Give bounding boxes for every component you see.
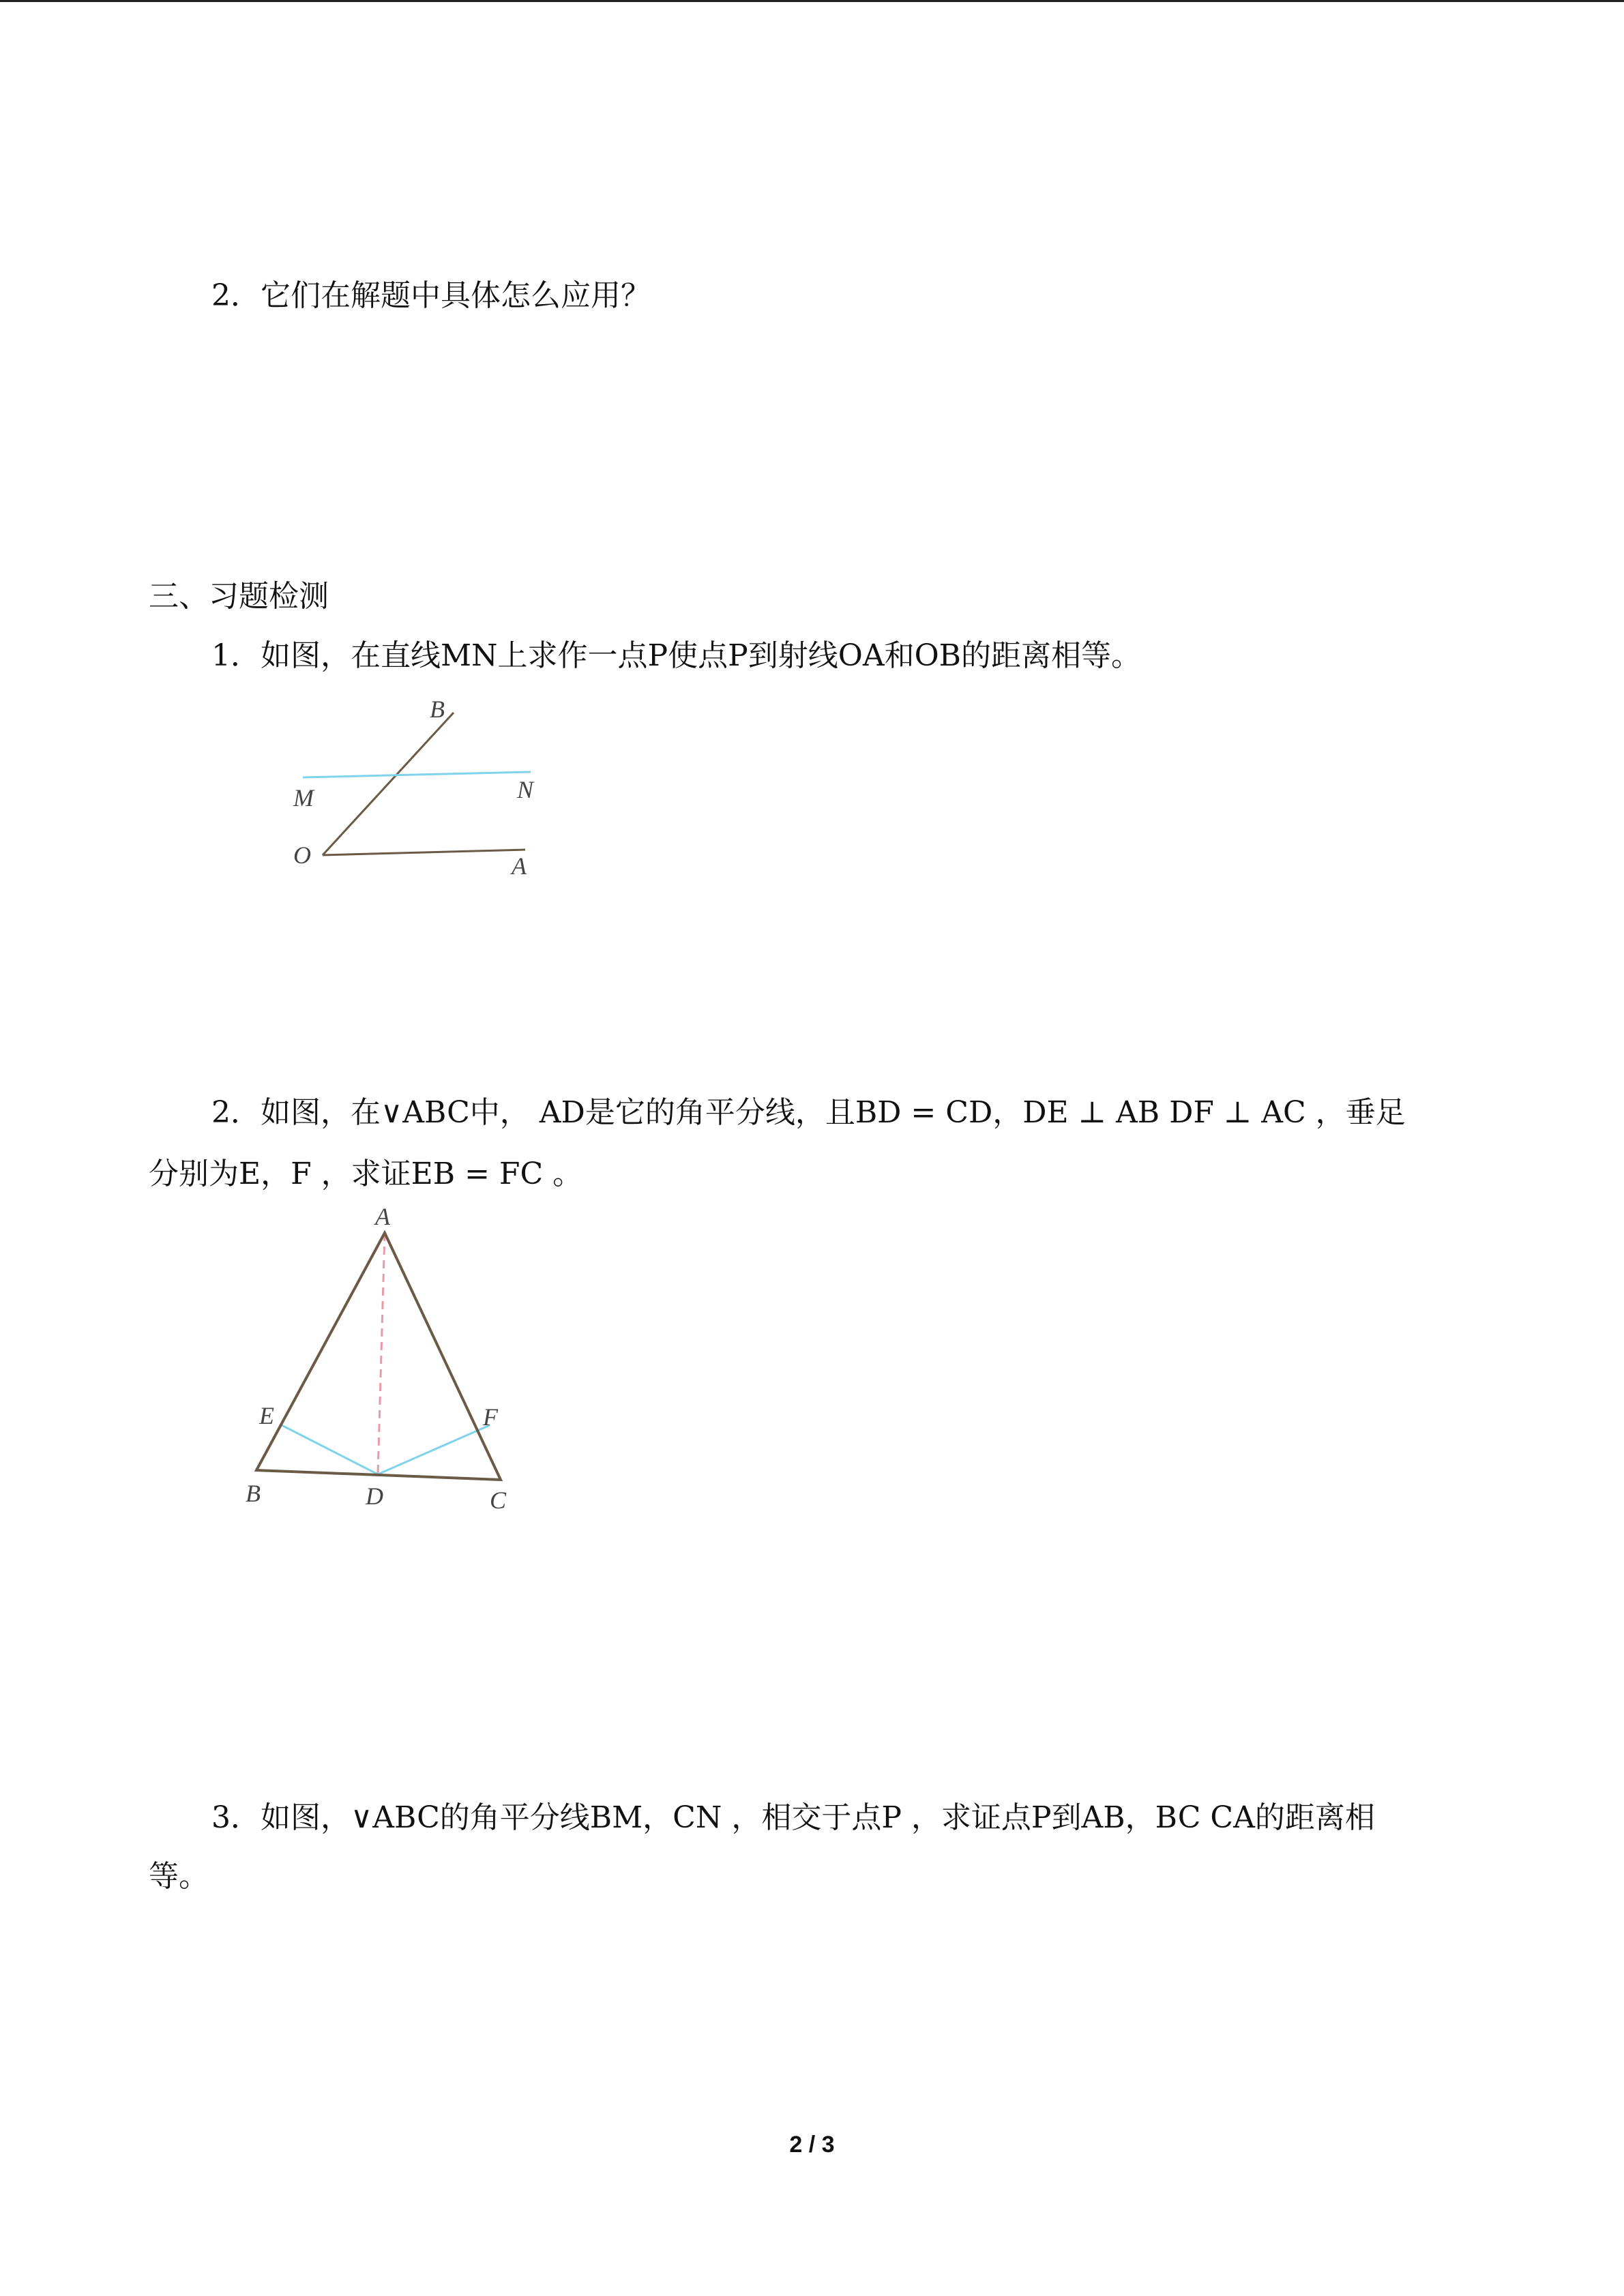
segment-AD xyxy=(378,1233,385,1474)
segment-DF xyxy=(378,1425,490,1474)
question-2-title: 2．它们在解题中具体怎么应用？ xyxy=(211,278,651,313)
exercise-2-line-2: 分别为E，F ，求证EB = FC 。 xyxy=(149,1157,583,1191)
exercise-2-line-1: 2．如图，在∨ABC中， AD是它的角平分线，且BD = CD，DE ⊥ AB DF ⊥ AC ，垂足 xyxy=(211,1095,1406,1130)
exercise-1-text: 1．如图，在直线MN上求作一点P使点P到射线OA和OB的距离相等。 xyxy=(211,638,1142,673)
label-D: D xyxy=(366,1482,383,1510)
exercise-3-line-1: 3．如图，∨ABC的角平分线BM，CN ，相交于点P ，求证点P到AB，BC CA的距离相 xyxy=(211,1800,1375,1835)
label-A: A xyxy=(375,1203,390,1230)
label-A: A xyxy=(512,852,527,880)
figure-2-triangle-diagram xyxy=(232,1200,552,1521)
segment-DE xyxy=(282,1425,378,1474)
line-MN xyxy=(303,772,531,777)
label-E: E xyxy=(259,1402,274,1429)
label-B: B xyxy=(246,1480,261,1507)
ray-OA xyxy=(323,850,525,855)
top-border xyxy=(0,0,1624,2)
label-B: B xyxy=(430,696,445,723)
label-M: M xyxy=(293,784,314,811)
label-C: C xyxy=(490,1487,507,1514)
exercise-3-line-2: 等。 xyxy=(149,1859,209,1894)
section-title: 三、习题检测 xyxy=(149,579,329,614)
page-number: 2 / 3 xyxy=(789,2132,835,2158)
label-N: N xyxy=(517,776,534,803)
figure-1-angle-diagram xyxy=(273,689,573,893)
ray-OB xyxy=(323,713,454,855)
label-F: F xyxy=(483,1403,498,1431)
label-O: O xyxy=(293,841,311,869)
